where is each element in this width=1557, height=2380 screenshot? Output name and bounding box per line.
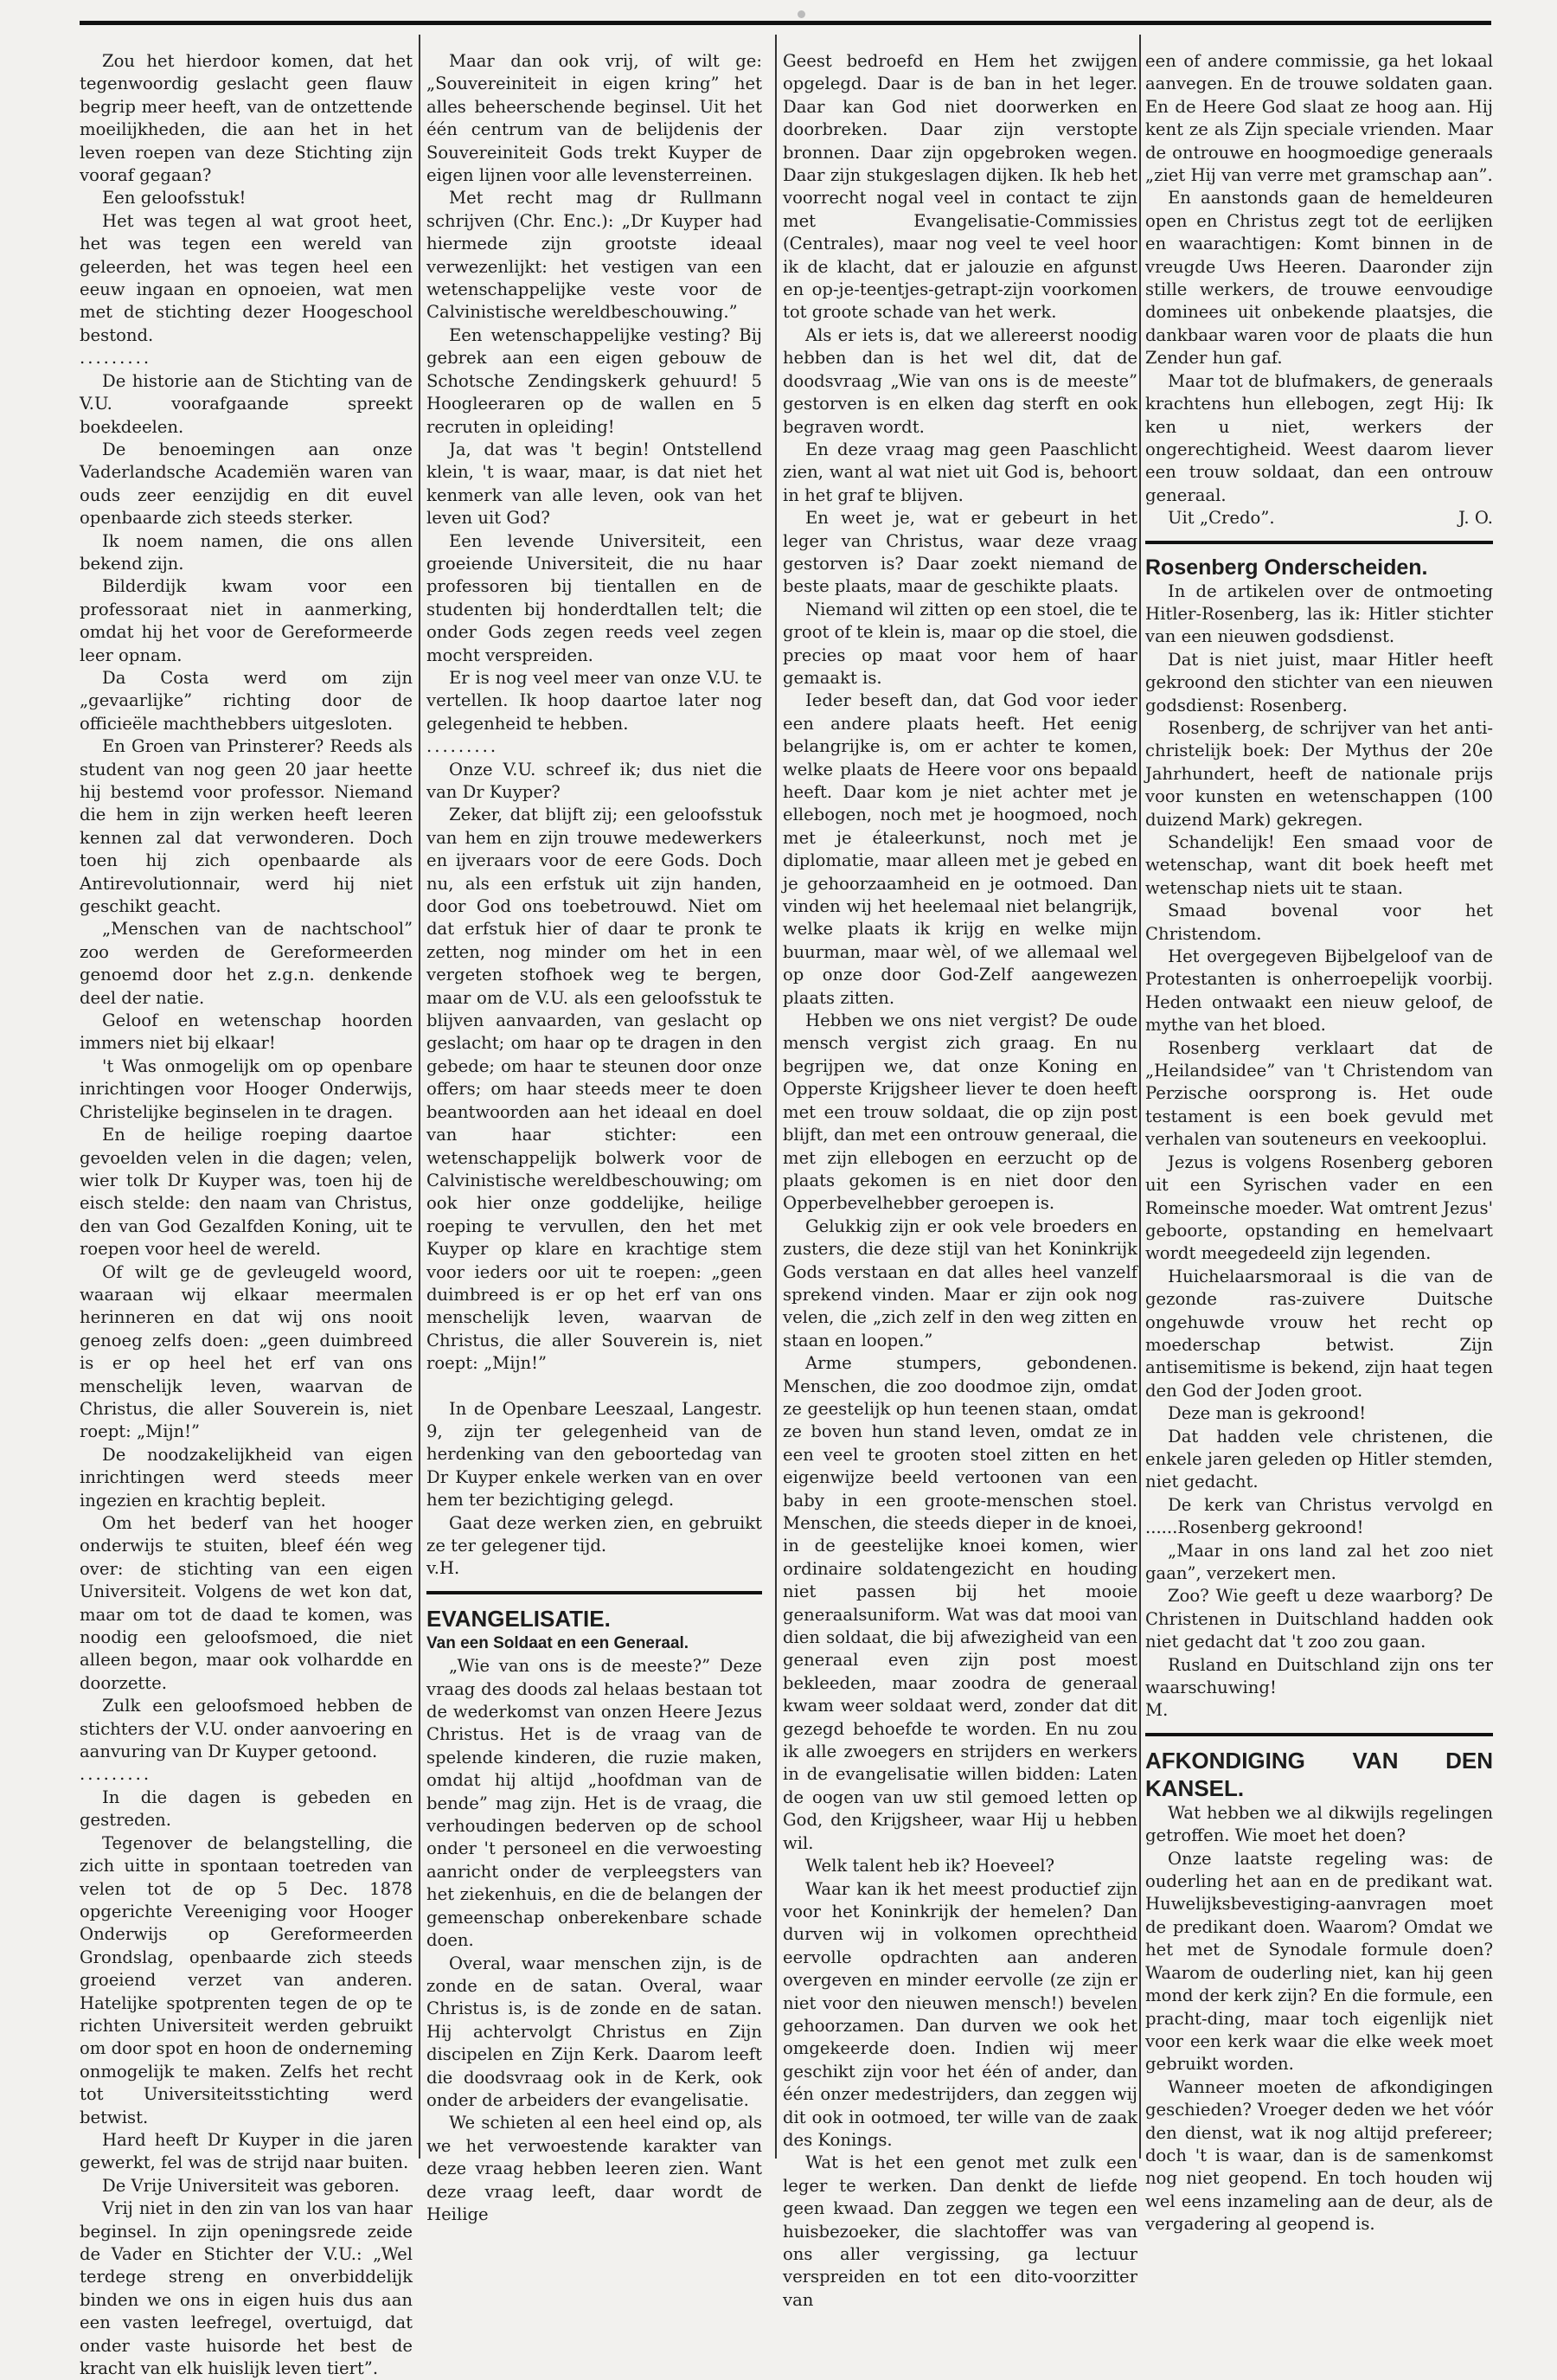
paragraph: Vrij niet in den zin van los van haar beginsel. In zijn openingsrede zeide de Vader en Stichter der V.U.: „Wel terdege streng en onverbiddelijk binden we ons in eigen huis dus aan een vasten leefregel, overtuigd, dat onder vaste huisorde het best de kracht van elk huislijk leven tiert”. <box>80 2198 413 2379</box>
paragraph: „Maar in ons land zal het zoo niet gaan”, verzekert men. <box>1145 1540 1493 1583</box>
paragraph: „Menschen van de nachtschool” zoo werden de Gereformeerden genoemd door het z.g.n. denkende deel der natie. <box>80 919 413 1008</box>
paragraph: En deze vraag mag geen Paaschlicht zien, want al wat niet uit God is, behoort in het graf te blijven. <box>783 439 1137 505</box>
paragraph: De benoemingen aan onze Vaderlandsche Academiën waren van ouds zeer eenzijdig en dit euvel openbaarde zich steeds sterker. <box>80 439 413 529</box>
paragraph: Zou het hierdoor komen, dat het tegenwoordig geslacht geen flauw begrip meer heeft, van de ontzettende moeilijkheden, die aan het in het leven roepen van deze Stichting zijn vooraf gegaan? <box>80 51 413 186</box>
column-4 <box>1145 50 1493 2236</box>
section-heading-afkondiging: AFKONDIGING VAN DEN KANSEL. <box>1145 1747 1493 1801</box>
paragraph: Met recht mag dr Rullmann schrijven (Chr. Enc.): „Dr Kuyper had hiermede zijn grootste ideaal verwezenlijkt: het vestigen van een wetenschappelijke veste voor de Calvinistische wereldbeschouwing.” <box>426 188 762 323</box>
paragraph: Het overgegeven Bijbelgeloof van de Protestanten is onherroepelijk voorbij. Heden ontwaakt een nieuw geloof, de mythe van het bloed. <box>1145 946 1493 1036</box>
paragraph: In die dagen is gebeden en gestreden. <box>80 1787 413 1831</box>
column-3 <box>783 50 1137 2312</box>
paragraph: Wat hebben we al dikwijls regelingen getroffen. Wie moet het doen? <box>1145 1802 1493 1846</box>
paragraph: We schieten al een heel eind op, als we het verwoestende karakter van deze vraag hebben leeren zien. Want deze vraag leeft, daar wordt de Heilige <box>426 2113 762 2224</box>
paragraph: Tegenover de belangstelling, die zich uitte in spontaan toetreden van velen tot de op 5 Dec. 1878 opgerichte Vereeniging voor Hooger Onderwijs op Gereformeerden Grondslag, openbaarde zich steeds groeiend verzet van anderen. Hatelijke spotprenten tegen de op te richten Universiteit werden gebruikt om door spot en hoon de onderneming onmogelijk te maken. Zelfs het recht tot Universiteitsstichting werd betwist. <box>80 1832 413 2127</box>
paragraph: Bilderdijk kwam voor een professoraat niet in aanmerking, omdat hij het voor de Gereformeerde leer opnam. <box>80 576 413 665</box>
paragraph: Onze laatste regeling was: de ouderling het aan en de predikant wat. Huwelijksbevestiging-aanvragen moet de predikant doen. Waarom? Omdat we het met de Synodale formule doen? Waarom de ouderling niet, kan hij geen mond der kerk zijn? En die formule, een pracht-ding, maar toch eigenlijk niet voor een kerk waar die elke week moet gebruikt worden. <box>1145 1848 1493 2075</box>
paragraph: Rosenberg, de schrijver van het anti-christelijk boek: Der Mythus der 20e Jahrhundert, heeft de nationale prijs voor kunsten en wetenschappen (100 duizend Mark) gekregen. <box>1145 717 1493 830</box>
paragraph: Zoo? Wie geeft u deze waarborg? De Christenen in Duitschland hadden ook niet gedacht dat 't zoo zou gaan. <box>1145 1586 1493 1652</box>
paragraph: Een wetenschappelijke vesting? Bij gebrek aan een eigen gebouw de Schotsche Zendingskerk gehuurd! 5 Hoogleeraren op de wallen en 5 recruten in opleiding! <box>426 324 762 437</box>
paragraph: Gaat deze werken zien, en gebruikt ze ter gelegener tijd. <box>426 1512 762 1556</box>
paragraph: Zeker, dat blijft zij; een geloofsstuk van hem en zijn trouwe medewerkers en ijveraars voor de eere Gods. Doch nu, als een erfstuk uit zijn handen, door God ons toebetrouwd. Niet om dat erfstuk hier of daar te pronk te zetten, nog minder om het in een vergeten stofhoek weg te bergen, maar om de V.U. als een geloofsstuk te blijven aanvaarden, van geslacht op geslacht; om haar op te dragen in den gebede; om haar te steunen door onze offers; om haar steeds meer te doen beantwoorden aan het ideaal en doel van haar stichter: een wetenschappelijk bolwerk voor de Calvinistische wereldbeschouwing; om ook hier onze goddelijke, heilige roeping te vervullen, den het met Kuyper op klare en krachtige stem voor ieders oor uit te roepen: „geen duimbreed is er op het erf van ons menschelijk leven, waarvan de Christus, die aller Souverein is, niet roept: „Mijn!” <box>426 805 762 1374</box>
article-rule <box>1145 541 1493 544</box>
paragraph: Zulk een geloofsmoed hebben de stichters der V.U. onder aanvoering en aanvuring van Dr Kuyper getoond. <box>80 1696 413 1762</box>
section-divider: ......... <box>80 1764 152 1785</box>
paragraph: Of wilt ge de gevleugeld woord, waaraan wij elkaar meermalen herinneren en dat wij ons nooit genoeg zelfs doen: „geen duimbreed is er op heel het erf van ons menschelijk leven, waarvan de Christus, die aller Souverein is, niet roept: „Mijn!” <box>80 1261 413 1442</box>
column-separator <box>1139 35 1141 2159</box>
paragraph: Dat hadden vele christenen, die enkele jaren geleden op Hitler stemden, niet gedacht. <box>1145 1426 1493 1492</box>
paragraph: Rusland en Duitschland zijn ons ter waarschuwing! <box>1145 1654 1493 1698</box>
paragraph: Om het bederf van het hooger onderwijs te stuiten, bleef één weg over: de stichting van een eigen Universiteit. Volgens de wet kon dat, maar om tot de daad te komen, was noodig een geloofsmoed, die niet alleen begon, maar ook volhardde en doorzette. <box>80 1513 413 1693</box>
author-signature: M. <box>1145 1700 1169 1721</box>
paragraph: Dat is niet juist, maar Hitler heeft gekroond den stichter van een nieuwen godsdienst: Rosenberg. <box>1145 649 1493 715</box>
paragraph: En de heilige roeping daartoe gevoelden velen in die dagen; velen, wier tolk Dr Kuyper was, toen hij de eisch stelde: den naam van Christus, den van God Gezalfden Koning, uit te roepen voor heel de wereld. <box>80 1125 413 1260</box>
paragraph: De noodzakelijkheid van eigen inrichtingen werd steeds meer ingezien en krachtig bepleit. <box>80 1444 413 1511</box>
column-1 <box>80 50 413 2380</box>
page-mark <box>798 10 805 18</box>
paragraph: Schandelijk! Een smaad voor de wetenschap, want dit boek heeft met wetenschap niets uit te staan. <box>1145 832 1493 898</box>
paragraph: Smaad bovenal voor het Christendom. <box>1145 901 1493 944</box>
credo-line <box>1145 507 1493 529</box>
paragraph: Overal, waar menschen zijn, is de zonde en de satan. Overal, waar Christus is, is de zonde en de satan. Hij achtervolgt Christus en Zijn discipelen en Zijn Kerk. Daarom leeft die doodsvraag ook in de Kerk, ook onder de arbeiders der evangelisatie. <box>426 1953 762 2110</box>
paragraph: Huichelaarsmoraal is die van de gezonde ras-zuivere Duitsche ongehuwde vrouw het recht op moederschap betwist. Zijn antisemitisme is bekend, zijn haat tegen den God der Joden groot. <box>1145 1266 1493 1401</box>
paragraph: Geest bedroefd en Hem het zwijgen opgelegd. Daar is de ban in het leger. Daar kan God niet doorwerken en doorbreken. Daar zijn verstopte bronnen. Daar zijn opgebroken wegen. Daar zijn stukgeslagen dijken. Ik heb het voorrecht nogal veel in contact te zijn met Evangelisatie-Commissies (Centrales), maar nog veel te veel hoor ik de klacht, dat er jalouzie en afgunst en op-je-teentjes-getrapt-zijn voorkomen tot groote schade van het werk. <box>783 51 1137 323</box>
paragraph: Welk talent heb ik? Hoeveel? <box>805 1856 1055 1876</box>
paragraph: Een levende Universiteit, een groeiende Universiteit, die nu haar professoren bij tientallen en de studenten bij honderdtallen telt; die onder Gods zegen reeds veel zegen mocht verspreiden. <box>426 530 762 665</box>
paragraph: Niemand wil zitten op een stoel, die te groot of te klein is, maar op die stoel, die precies op maat voor hem of haar gemaakt is. <box>783 599 1137 688</box>
paragraph: Rosenberg verklaart dat de „Heilandsidee” van 't Christendom van Perzische oorsprong is. Het oude testament is een boek gevuld met verhalen van souteneurs en veekooplui. <box>1145 1037 1493 1150</box>
paragraph: „Wie van ons is de meeste?” Deze vraag des doods zal helaas bestaan tot de wederkomst van onzen Heere Jezus Christus. Het is de vraag van de spelende kinderen, die ruzie maken, omdat hij altijd „hoofdman van de bende” mag zijn. Het is de vraag, die verhoudingen bederven op de school onder 't personeel en die verwoesting aanricht onder de verpleegsters van het ziekenhuis, en die de belangen der gemeenschap onberekenbare schade doen. <box>426 1656 762 1951</box>
article-rule <box>426 1591 762 1594</box>
paragraph: Ieder beseft dan, dat God voor ieder een andere plaats heeft. Het eenig belangrijke is, om er achter te komen, welke plaats de Heere voor ons bepaald heeft. Daar kom je niet achter met je ellebogen, noch met je hoogmoed, noch met je étaleerkunst, noch met je diplomatie, maar alleen met je gebed en je gehoorzaamheid en je ootmoed. Dan vinden wij het heelemaal niet belangrijk, welke plaats ik krijg en welke mijn buurman, maar wèl, of we allemaal wel op onze door God-Zelf aangewezen plaats zitten. <box>783 690 1137 1008</box>
paragraph: Jezus is volgens Rosenberg geboren uit een Syrischen vader en een Romeinsche moeder. Wat omtrent Jezus' geboorte, opstanding en hemelvaart wordt meegedeeld zijn legenden. <box>1145 1152 1493 1264</box>
paragraph: Hard heeft Dr Kuyper in die jaren gewerkt, fel was de strijd naar buiten. <box>80 2129 413 2173</box>
author-signature: J. O. <box>1458 508 1493 529</box>
column-2 <box>426 50 762 2226</box>
paragraph: En weet je, wat er gebeurt in het leger van Christus, waar deze vraag gestorven is? Daar zoekt niemand de beste plaats, maar de geschikte plaats. <box>783 508 1137 597</box>
paragraph: Maar dan ook vrij, of wilt ge: „Souvereiniteit in eigen kring” het alles beheerschende beginsel. Uit het één centrum van de belijdenis der Souvereiniteit Gods trekt Kuyper de eigen lijnen voor alle levensterreinen. <box>426 51 762 186</box>
paragraph: In de artikelen over de ontmoeting Hitler-Rosenberg, las ik: Hitler stichter van een nieuwen godsdienst. <box>1145 581 1493 647</box>
paragraph: Onze V.U. schreef ik; dus niet die van Dr Kuyper? <box>426 759 762 802</box>
paragraph: En Groen van Prinsterer? Reeds als student van nog geen 20 jaar heette hij bestemd voor professor. Niemand die hem in zijn werken heeft leeren kennen zal dat verwonderen. Doch toen hij zich openbaarde als Antirevolutionnair, werd hij niet geschikt geacht. <box>80 736 413 917</box>
paragraph: Maar tot de blufmakers, de generaals krachtens hun ellebogen, zegt Hij: Ik ken u niet, werkers der ongerechtigheid. Weest daarom liever een trouw soldaat, dan een ontrouw generaal. <box>1145 370 1493 505</box>
paragraph: Het was tegen al wat groot heet, het was tegen een wereld van geleerden, het was tegen heel een eeuw ingaan en opnoeien, wat men met de stichting dezer Hoogeschool bestond. <box>80 210 413 345</box>
paragraph: Da Costa werd om zijn „gevaarlijke” richting door de officieële machthebbers uitgesloten. <box>80 667 413 734</box>
paragraph: De Vrije Universiteit was geboren. <box>102 2175 400 2196</box>
paragraph: De historie aan de Stichting van de V.U. voorafgaande spreekt boekdeelen. <box>80 370 413 437</box>
column-separator <box>419 35 420 2159</box>
section-divider: ......... <box>426 736 499 757</box>
paragraph: In de Openbare Leeszaal, Langestr. 9, zijn ter gelegenheid van de herdenking van den geboortedag van Dr Kuyper enkele werken van en over hem ter bezichtiging gelegd. <box>426 1398 762 1511</box>
paragraph: Ik noem namen, die ons allen bekend zijn. <box>80 530 413 574</box>
paragraph: Deze man is gekroond! <box>1168 1403 1367 1424</box>
paragraph: De kerk van Christus vervolgd en ......Rosenberg gekroond! <box>1145 1494 1493 1538</box>
paragraph: Als er iets is, dat we allereerst noodig hebben dan is het wel dit, dat de doodsvraag „Wie van ons is de meeste” gestorven is en elken dag sterft en ook begraven wordt. <box>783 324 1137 437</box>
paragraph: Waar kan ik het meest productief zijn voor het Koninkrijk der hemelen? Dan durven wij in volkomen oprechtheid eervolle opdrachten aan anderen overgeven en minder eervolle (ze zijn er niet voor den nieuwen mensch!) bevelen gehoorzamen. Dan durven we ook het omgekeerde doen. Indien wij meer geschikt zijn voor het één of ander, dan één onzer medestrijders, dan zeggen wij dit ook in ootmoed, ter wille van de zaak des Konings. <box>783 1878 1137 2150</box>
article-subheading: Van een Soldaat en een Generaal. <box>426 1633 689 1652</box>
article-rule <box>1145 1733 1493 1736</box>
paragraph: 't Was onmogelijk om op openbare inrichtingen voor Hooger Onderwijs, Christelijke beginselen in te dragen. <box>80 1055 413 1122</box>
spacer <box>426 1376 762 1398</box>
paragraph: Gelukkig zijn er ook vele broeders en zusters, die deze stijl van het Koninkrijk Gods verstaan en dat alles heel vanzelf sprekend vinden. Maar er zijn ook nog velen, die „zich zelf in den weg zitten en staan en loopen.” <box>783 1216 1137 1350</box>
paragraph: een of andere commissie, ga het lokaal aanvegen. En de trouwe soldaten gaan. En de Heere God slaat ze hoog aan. Hij kent ze als Zijn speciale vrienden. Maar de ontrouwe en hoogmoedige generaals „ziet Hij van verre met gramschap aan”. <box>1145 51 1493 186</box>
section-heading-evangelisatie: EVANGELISATIE. <box>426 1605 611 1632</box>
paragraph: En aanstonds gaan de hemeldeuren open en Christus zegt tot de eerlijken en waarachtigen: Komt binnen in de vreugde Uws Heeren. Daaronder zijn stille werkers, de trouwe eenvoudige dominees uit onbekende plaatsjes, die dankbaar waren voor de plaats die hun Zender hun gaf. <box>1145 188 1493 369</box>
paragraph: Arme stumpers, gebondenen. Menschen, die zoo doodmoe zijn, omdat ze geestelijk op hun teenen staan, omdat ze boven hun stand leven, omdat ze in een veel te grooten stoel zitten en het eigenwijze beeld vertoonen van een baby in een groote-menschen stoel. Menschen, die steeds dieper in de knoei, in de geestelijke knoei komen, wier ordinaire soldatengezicht en houding niet passen bij het mooie generaalsuniform. Wat was dat mooi van dien soldaat, die bij afwezigheid van een generaal even zijn post moest bekleeden, maar zoodra de generaal kwam weer soldaat werd, zonder dat dit gezegd behoefde te worden. En nu zou ik alle zwoegers en strijders en werkers in de evangelisatie willen bidden: Laten de oogen van uw stil gemoed letten op God, den Krijgsheer, waar Hij u hebben wil. <box>783 1353 1137 1853</box>
paragraph: Een geloofsstuk! <box>102 188 247 208</box>
column-separator <box>775 35 777 2159</box>
paragraph: Geloof en wetenschap hoorden immers niet bij elkaar! <box>80 1010 413 1054</box>
paragraph: Wanneer moeten de afkondigingen geschieden? Vroeger deden we het vóór den dienst, wat ik nog altijd prefereer; doch 't is waar, dan is de samenkomst nog niet geopend. En toch houden wij wel eens inzameling aan de deur, als de vergadering al geopend is. <box>1145 2076 1493 2235</box>
source-credit: Uit „Credo”. <box>1168 508 1275 529</box>
top-rule <box>80 21 1491 25</box>
paragraph: Er is nog veel meer van onze V.U. te vertellen. Ik hoop daartoe later nog gelegenheid te hebben. <box>426 667 762 734</box>
paragraph: Hebben we ons niet vergist? De oude mensch vergist zich graag. En nu begrijpen we, dat onze Koning en Opperste Krijgsheer liever te doen heeft met een trouw soldaat, die op zijn post blijft, dan met een ontrouw generaal, die met zijn ellebogen en eerzucht op de plaats gekomen is en niet door den Opperbevelhebber geroepen is. <box>783 1010 1137 1214</box>
section-heading-rosenberg: Rosenberg Onderscheiden. <box>1145 555 1428 580</box>
section-divider: ......... <box>80 348 152 369</box>
paragraph: Wat is het een genot met zulk een leger te werken. Dan denkt de liefde geen kwaad. Dan zeggen we tegen een huisbezoeker, die slachtoffer was van ons aller vergissing, ga lectuur verspreiden en tot een dito-voorzitter van <box>783 2152 1137 2310</box>
author-signature: v.H. <box>426 1558 460 1579</box>
paragraph: Ja, dat was 't begin! Ontstellend klein, 't is waar, maar, is dat niet het kenmerk van alle leven, ook van het leven uit God? <box>426 439 762 529</box>
